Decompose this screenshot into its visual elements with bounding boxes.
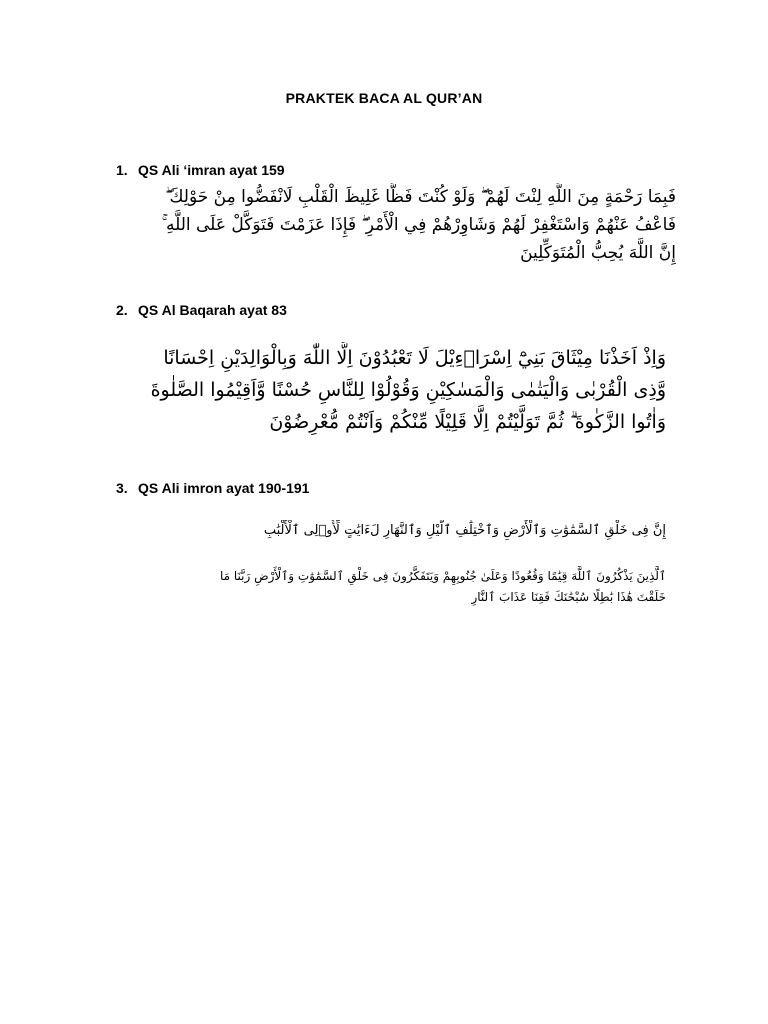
page-title: PRAKTEK BACA AL QUR’AN — [285, 90, 483, 106]
arabic-line: إِنَّ اللَّهَ يُحِبُّ الْمُتَوَكِّلِينَ — [520, 243, 676, 263]
arabic-line: وَاِذْ اَخَذْنَا مِيْثَاقَ بَنِيْٓ اِسْرَاۤءِيْلَ لَا تَعْبُدُوْنَ اِلَّا اللّٰهَ وَبِالْوَالِدَيْنِ اِحْسَانًا — [163, 347, 666, 369]
section-1-heading — [116, 162, 285, 178]
section-2-title: QS Al Baqarah ayat 83 — [138, 302, 287, 318]
section-3-verse-191 — [136, 566, 666, 608]
section-3-verse-190 — [136, 520, 666, 542]
arabic-line: فَبِمَا رَحْمَةٍ مِنَ اللَّهِ لِنْتَ لَهُمْ ۖ وَلَوْ كُنْتَ فَظًّا غَلِيظَ الْقَلْبِ لَانْفَضُّوا مِنْ حَوْلِكَ ۖ — [165, 187, 676, 207]
arabic-line: فَاعْفُ عَنْهُمْ وَاسْتَغْفِرْ لَهُمْ وَشَاوِرْهُمْ فِي الْأَمْرِ ۖ فَإِذَا عَزَمْتَ فَتَوَكَّلْ عَلَى اللَّهِ ۚ — [161, 215, 676, 235]
section-1-arabic-text — [136, 183, 676, 267]
arabic-line: خَلَقْتَ هَٰذَا بَٰطِلًا سُبْحَٰنَكَ فَقِنَا عَذَابَ ٱلنَّارِ — [471, 590, 666, 604]
section-3-title: QS Ali imron ayat 190-191 — [138, 480, 310, 496]
arabic-line: وَاٰتُوا الزَّكٰوةَ ۗ ثُمَّ تَوَلَّيْتُمْ اِلَّا قَلِيْلًا مِّنْكُمْ وَاَنْتُمْ مُّعْرِضُوْنَ — [269, 411, 666, 433]
section-3-number: 3. — [116, 480, 128, 496]
arabic-line: إِنَّ فِى خَلْقِ ٱلسَّمَٰوَٰتِ وَٱلْأَرْضِ وَٱخْتِلَٰفِ ٱلَّيْلِ وَٱلنَّهَارِ لَءَايَٰتٍ لِّأُو۟لِى ٱلْأَلْبَٰبِ — [263, 523, 666, 538]
section-2-heading — [116, 302, 287, 318]
arabic-line: وَّذِى الْقُرْبٰى وَالْيَتٰمٰى وَالْمَسٰكِيْنِ وَقُوْلُوْا لِلنَّاسِ حُسْنًا وَّاَقِيْمُوا الصَّلٰوةَ — [150, 379, 666, 401]
section-2-number: 2. — [116, 302, 128, 318]
section-1-number: 1. — [116, 162, 128, 178]
section-1-title: QS Ali ‘imran ayat 159 — [138, 162, 285, 178]
section-2-arabic-text — [136, 342, 666, 438]
arabic-line: ٱلَّذِينَ يَذْكُرُونَ ٱللَّهَ قِيَٰمًا وَقُعُودًا وَعَلَىٰ جُنُوبِهِمْ وَيَتَفَكَّرُونَ فِى خَلْقِ ٱلسَّمَٰوَٰتِ وَٱلْأَرْضِ رَبَّنَا مَا — [219, 569, 666, 583]
section-3-heading — [116, 480, 309, 496]
